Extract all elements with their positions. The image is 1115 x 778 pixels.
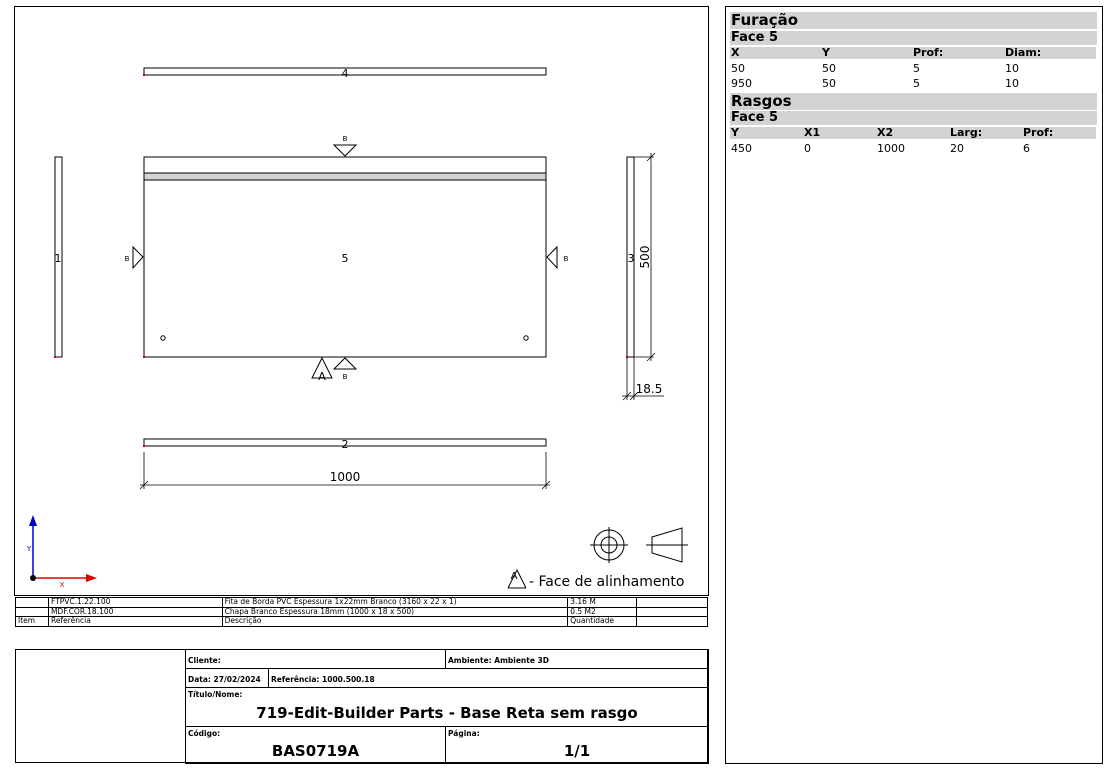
furacao-cell: 5 (913, 77, 920, 90)
rasgos-cell: 20 (950, 142, 964, 155)
marker-b-top-icon (334, 145, 356, 156)
dot-left (54, 356, 56, 358)
dimension-width: 1000 (329, 470, 361, 484)
rasgos-cell: 450 (731, 142, 752, 155)
titulo-value: 719-Edit-Builder Parts - Base Reta sem rasgo (256, 704, 638, 722)
dimension-thickness: 18.5 (635, 382, 663, 396)
furacao-cell: 10 (1005, 62, 1019, 75)
legend-text: - Face de alinhamento (529, 574, 685, 590)
parts-ref: MDF.COR.18.100 (48, 607, 222, 617)
rasgos-cell: 1000 (877, 142, 905, 155)
hole-right (524, 336, 528, 340)
ambiente-value: Ambiente: Ambiente 3D (448, 656, 549, 665)
main-panel-label: 5 (341, 252, 349, 265)
furacao-header-y: Y (822, 46, 830, 59)
marker-b-bottom-icon (334, 358, 356, 369)
furacao-header-diam: Diam: (1005, 46, 1042, 59)
dot-bottom (143, 445, 145, 447)
marker-a: A (318, 370, 326, 383)
parts-list-table (15, 597, 708, 627)
furacao-cell: 50 (822, 77, 836, 90)
edge-label-left: 1 (54, 252, 62, 265)
parts-row (16, 607, 708, 617)
dimension-height: 500 (638, 245, 652, 269)
rasgos-header-larg: Larg: (950, 126, 983, 139)
axis-y-label: Y (26, 545, 32, 553)
title-block (15, 649, 708, 763)
marker-b-top: B (342, 135, 348, 143)
furacao-header-x: X (731, 46, 740, 59)
pagina-cell (445, 726, 709, 764)
parts-header-ref: Referência (48, 617, 222, 627)
parts-desc: Fita de Borda PVC Espessura 1x22mm Branco (3160 x 22 x 1) (222, 598, 568, 608)
axis-x-label: X (59, 581, 65, 589)
rasgos-header-x1: X1 (804, 126, 821, 139)
parts-desc: Chapa Branco Espessura 18mm (1000 x 18 x 500) (222, 607, 568, 617)
parts-item (16, 607, 49, 617)
parts-header-row (16, 617, 708, 627)
parts-header-desc: Descrição (222, 617, 568, 627)
parts-header-item: Item (16, 617, 49, 627)
rasgos-header-x2: X2 (877, 126, 894, 139)
codigo-cell (185, 726, 446, 764)
parts-header-qty: Quantidade (568, 617, 637, 627)
marker-b-right: B (563, 255, 569, 263)
pagina-value: 1/1 (563, 742, 591, 760)
furacao-face: Face 5 (730, 31, 1097, 45)
referencia-value: Referência: 1000.500.18 (271, 675, 375, 684)
furacao-cell: 50 (731, 62, 745, 75)
parts-extra (637, 598, 708, 608)
parts-qty: 3.16 M (568, 598, 637, 608)
furacao-header-prof: Prof: (913, 46, 944, 59)
machining-panel (725, 6, 1103, 764)
parts-ref: FTPVC.1.22.100 (48, 598, 222, 608)
technical-drawing (0, 0, 720, 600)
edge-label-bottom: 2 (341, 438, 349, 451)
rasgos-header-prof: Prof: (1023, 126, 1054, 139)
client-cell (185, 649, 446, 669)
legend-symbol: A (510, 571, 518, 582)
furacao-cell: 10 (1005, 77, 1019, 90)
logo-area (15, 649, 186, 763)
codigo-label: Código: (188, 729, 221, 738)
parts-extra (637, 607, 708, 617)
rasgos-header-y: Y (731, 126, 739, 139)
rasgos-header-row (730, 127, 1096, 139)
marker-b-left-icon (133, 247, 143, 268)
parts-row (16, 598, 708, 608)
furacao-cell: 5 (913, 62, 920, 75)
axis-origin (30, 575, 36, 581)
ambiente-cell (445, 649, 709, 669)
client-label: Cliente: (188, 656, 221, 665)
furacao-cell: 950 (731, 77, 752, 90)
groove-band (144, 173, 546, 180)
pagina-label: Página: (448, 729, 480, 738)
referencia-cell (268, 668, 709, 688)
axis-x-arrow-icon (86, 574, 97, 582)
hole-left (161, 336, 165, 340)
furacao-title: Furação (730, 12, 1097, 29)
furacao-header-row (730, 47, 1096, 59)
data-cell (185, 668, 269, 688)
dot-top (143, 74, 145, 76)
edge-label-top: 4 (341, 67, 349, 80)
rasgos-face: Face 5 (730, 111, 1097, 125)
furacao-cell: 50 (822, 62, 836, 75)
marker-b-right-icon (547, 247, 557, 268)
parts-qty: 0.5 M2 (568, 607, 637, 617)
rasgos-title: Rasgos (730, 93, 1097, 110)
codigo-value: BAS0719A (271, 742, 360, 760)
rasgos-cell: 0 (804, 142, 811, 155)
data-value: Data: 27/02/2024 (188, 675, 261, 684)
axis-y-arrow-icon (29, 515, 37, 526)
titulo-label: Título/Nome: (188, 690, 243, 699)
edge-label-right: 3 (627, 252, 635, 265)
rasgos-cell: 6 (1023, 142, 1030, 155)
parts-item (16, 598, 49, 608)
marker-b-bottom: B (342, 373, 348, 381)
dot-panel (143, 356, 145, 358)
parts-header-extra (637, 617, 708, 627)
marker-b-left: B (124, 255, 130, 263)
titulo-cell (185, 687, 709, 727)
